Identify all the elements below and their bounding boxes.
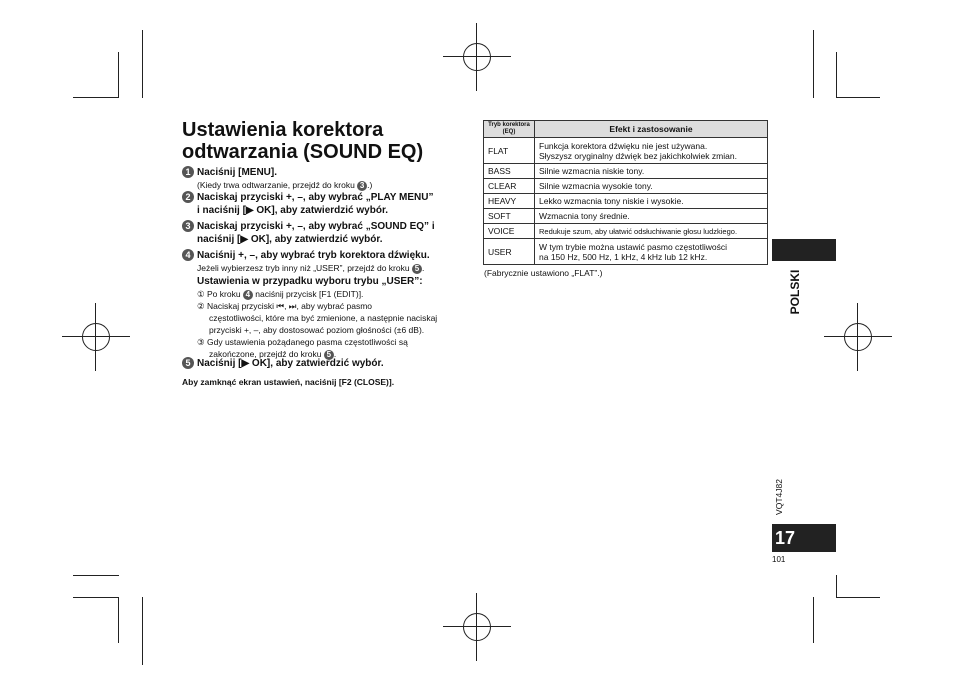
table-row [484, 239, 768, 265]
effect-cell: Funkcja korektora dźwięku nie jest używana. Słyszysz oryginalny dźwięk bez jakichkolwiek zmian. [535, 138, 768, 164]
header-eq-mode: Tryb korektora (EQ) [484, 121, 535, 138]
language-label: POLSKI [788, 269, 802, 315]
user-item-2: ② Naciskaj przyciski ⏮, ⏭, aby wybrać pasmo częstotliwości, które ma być zmienione, a następnie naciskaj przyciski +, –, aby dostosować poziom głośności (±6 dB). [197, 301, 438, 335]
user-item-3: ③ Gdy ustawienia pożądanego pasma częstotliwości są zakończone, przejdź do kroku 5 . [197, 337, 408, 359]
step-ref-3: 3 [357, 181, 367, 191]
table-row [484, 179, 768, 194]
step-number-1: 1 [182, 166, 194, 178]
step-2 [182, 191, 482, 217]
close-note: Aby zamknąć ekran ustawień, naciśnij [F2 (CLOSE)]. [182, 377, 395, 387]
model-code: VQT4J82 [774, 479, 784, 515]
table-header-row [484, 121, 768, 138]
step-2-text-line-2: i naciśnij [▶ OK], aby zatwierdzić wybór. [197, 205, 389, 216]
title-line-1: Ustawienia korektora [182, 119, 384, 141]
table-row [484, 138, 768, 164]
effect-cell: Lekko wzmacnia tony niskie i wysokie. [535, 194, 768, 209]
step-number-3: 3 [182, 220, 194, 232]
registration-mark-left [74, 315, 118, 359]
step-ref-5: 5 [412, 264, 422, 274]
mode-cell: HEAVY [484, 194, 535, 209]
user-settings-section [197, 275, 482, 360]
mode-cell: BASS [484, 164, 535, 179]
step-4-note: Jeżeli wybierzesz tryb inny niż „USER”, przejdź do kroku 5 . [197, 263, 425, 273]
language-tab [772, 239, 836, 261]
mode-cell: USER [484, 239, 535, 265]
table-row [484, 164, 768, 179]
step-4 [182, 249, 482, 275]
registration-mark-right [836, 315, 880, 359]
factory-default-note: (Fabrycznie ustawiono „FLAT”.) [484, 268, 603, 278]
registration-mark-bottom [455, 605, 499, 649]
eq-mode-table [483, 120, 768, 265]
registration-mark-top [455, 35, 499, 79]
mode-cell: CLEAR [484, 179, 535, 194]
effect-cell: Redukuje szum, aby ułatwić odsłuchiwanie głosu ludzkiego. [535, 224, 768, 239]
step-3-text-line-1: Naciskaj przyciski +, –, aby wybrać „SOUND EQ” i [197, 221, 435, 232]
step-3 [182, 220, 482, 246]
step-ref-5b: 5 [324, 350, 334, 360]
table-row [484, 209, 768, 224]
step-4-text: Naciśnij +, –, aby wybrać tryb korektora dźwięku. [197, 250, 430, 261]
effect-cell: Wzmacnia tony średnie. [535, 209, 768, 224]
mode-cell: VOICE [484, 224, 535, 239]
mode-cell: FLAT [484, 138, 535, 164]
step-1-note: (Kiedy trwa odtwarzanie, przejdź do kroku 3 .) [197, 180, 373, 190]
table-row [484, 224, 768, 239]
title-line-2: odtwarzania (SOUND EQ) [182, 141, 424, 163]
step-number-2: 2 [182, 191, 194, 203]
step-1 [182, 166, 482, 192]
user-settings-heading: Ustawienia w przypadku wyboru trybu „USER”: [197, 276, 423, 287]
effect-cell: Silnie wzmacnia wysokie tony. [535, 179, 768, 194]
step-5-text: Naciśnij [▶ OK], aby zatwierdzić wybór. [197, 358, 384, 369]
step-number-4: 4 [182, 249, 194, 261]
effect-cell: Silnie wzmacnia niskie tony. [535, 164, 768, 179]
user-item-1: ① Po kroku 4 naciśnij przycisk [F1 (EDIT)]. [197, 289, 364, 299]
step-ref-4: 4 [243, 290, 253, 300]
page-title [182, 119, 482, 163]
step-1-text: Naciśnij [MENU]. [197, 167, 278, 178]
step-number-5: 5 [182, 357, 194, 369]
sub-page-number: 101 [772, 555, 786, 564]
mode-cell: SOFT [484, 209, 535, 224]
header-effect: Efekt i zastosowanie [535, 121, 768, 138]
step-2-text-line-1: Naciskaj przyciski +, –, aby wybrać „PLAY MENU” [197, 192, 434, 203]
step-3-text-line-2: naciśnij [▶ OK], aby zatwierdzić wybór. [197, 234, 383, 245]
table-row [484, 194, 768, 209]
page-number: 17 [772, 524, 836, 552]
step-5 [182, 357, 482, 370]
effect-cell: W tym trybie można ustawić pasmo częstotliwości na 150 Hz, 500 Hz, 1 kHz, 4 kHz lub 12 kHz. [535, 239, 768, 265]
